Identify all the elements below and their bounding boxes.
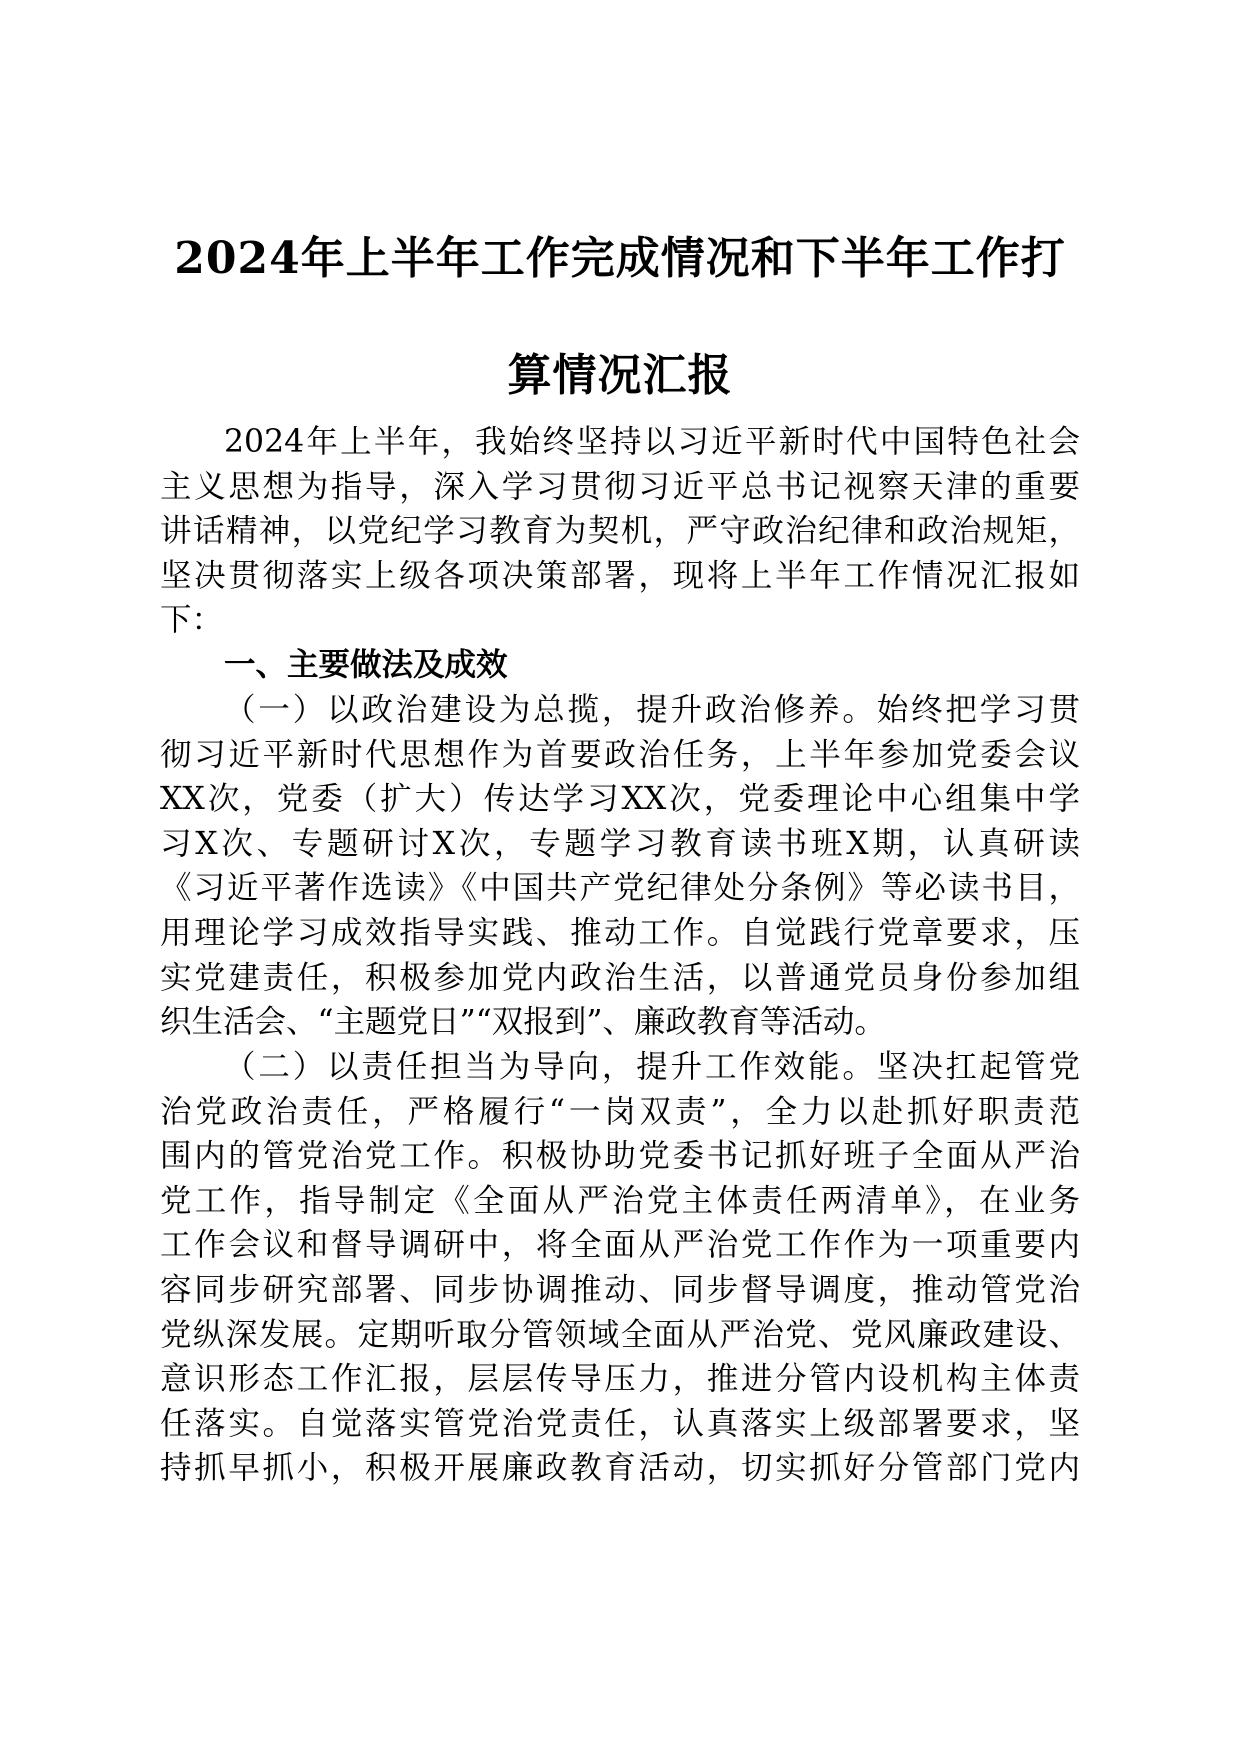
document-title-line-1: 2024年上半年工作完成情况和下半年工作打: [174, 233, 1066, 284]
text-line: 主义思想为指导，深入学习贯彻习近平总书记视察天津的重要: [160, 468, 1080, 505]
text-line: 下：: [160, 602, 224, 639]
text-line: XX次，党委（扩大）传达学习XX次，党委理论中心组集中学: [160, 781, 1080, 818]
paragraph-2: [160, 1045, 1080, 1491]
document-title-line-2: 算情况汇报: [507, 350, 733, 401]
text-line: 讲话精神，以党纪学习教育为契机，严守政治纪律和政治规矩，: [160, 513, 1080, 550]
text-line: 意识形态工作汇报，层层传导压力，推进分管内设机构主体责: [160, 1361, 1080, 1398]
text-line: 2024年上半年，我始终坚持以习近平新时代中国特色社会: [224, 424, 1080, 460]
paragraph-1: [160, 688, 1080, 1045]
section-1-heading-block: [160, 643, 1080, 688]
text-line: 党工作，指导制定《全面从严治党主体责任两清单》，在业务: [160, 1182, 1080, 1219]
text-line: 彻习近平新时代思想作为首要政治任务，上半年参加党委会议: [160, 736, 1080, 773]
text-line: 容同步研究部署、同步协调推动、同步督导调度，推动管党治: [160, 1271, 1080, 1308]
text-line: 持抓早抓小，积极开展廉政教育活动，切实抓好分管部门党内: [160, 1450, 1080, 1487]
section-heading: 一、主要做法及成效: [224, 646, 508, 683]
text-line: 治党政治责任，严格履行“一岗双责”，全力以赴抓好职责范: [160, 1093, 1080, 1130]
text-line: （一）以政治建设为总揽，提升政治修养。始终把学习贯: [224, 692, 1080, 728]
text-line: 习X次、专题研讨X次，专题学习教育读书班X期，认真研读: [160, 825, 1080, 862]
text-line: （二）以责任担当为导向，提升工作效能。坚决扛起管党: [224, 1049, 1080, 1085]
text-line: 织生活会、“主题党日”“双报到”、廉政教育等活动。: [160, 1004, 886, 1041]
text-line: 实党建责任，积极参加党内政治生活，以普通党员身份参加组: [160, 959, 1080, 996]
intro-paragraph: [160, 420, 1080, 643]
text-line: 《习近平著作选读》《中国共产党纪律处分条例》等必读书目，: [160, 870, 1080, 907]
text-line: 坚决贯彻落实上级各项决策部署，现将上半年工作情况汇报如: [160, 557, 1080, 594]
text-line: 工作会议和督导调研中，将全面从严治党工作作为一项重要内: [160, 1227, 1080, 1264]
text-line: 任落实。自觉落实管党治党责任，认真落实上级部署要求，坚: [160, 1405, 1080, 1442]
text-line: 党纵深发展。定期听取分管领域全面从严治党、党风廉政建设、: [160, 1316, 1080, 1353]
text-line: 围内的管党治党工作。积极协助党委书记抓好班子全面从严治: [160, 1138, 1080, 1175]
text-line: 用理论学习成效指导实践、推动工作。自觉践行党章要求，压: [160, 914, 1080, 951]
